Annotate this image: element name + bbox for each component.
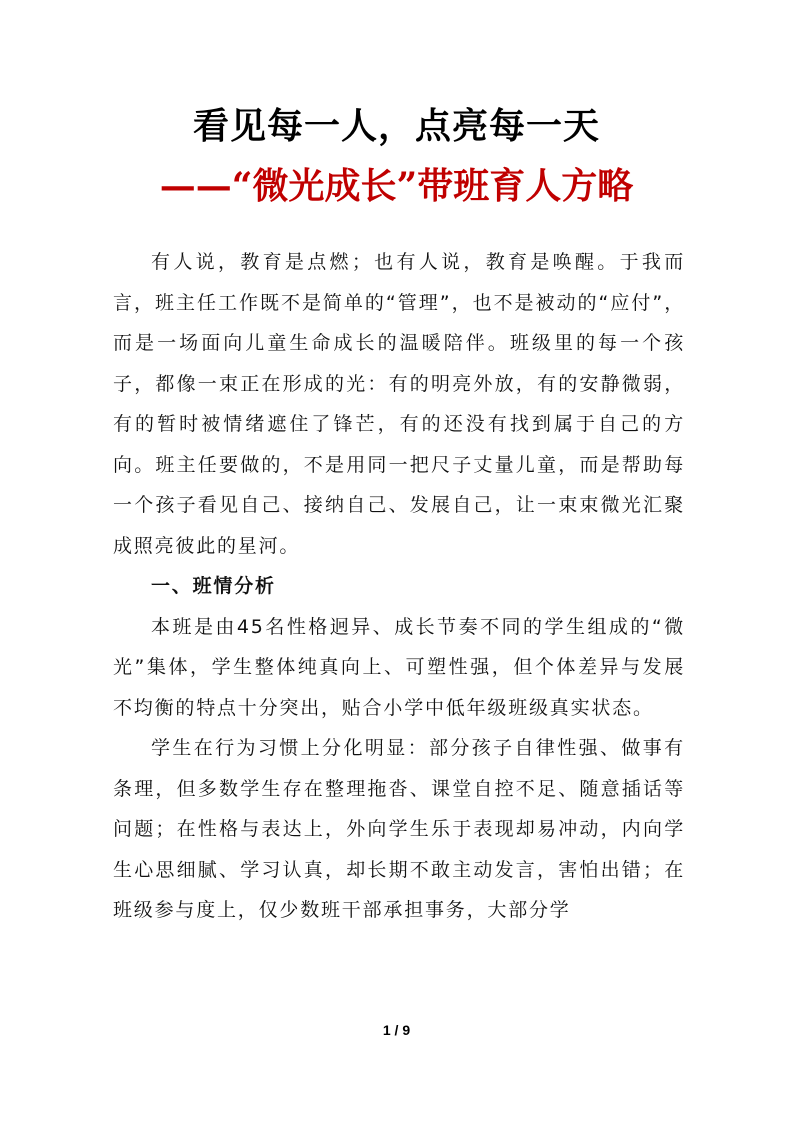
document-body	[113, 242, 685, 931]
intro-paragraph: 有人说，教育是点燃；也有人说，教育是唤醒。于我而言，班主任工作既不是简单的“管理”，也不是被动的“应付”，而是一场面向儿童生命成长的温暖陪伴。班级里的每一个孩子，都像一束正在形成的光：有的明亮外放，有的安静微弱，有的暂时被情绪遮住了锋芒，有的还没有找到属于自己的方向。班主任要做的，不是用同一把尺子丈量儿童，而是帮助每一个孩子看见自己、接纳自己、发展自己，让一束束微光汇聚成照亮彼此的星河。	[113, 251, 685, 557]
document-subtitle: ——“微光成长”带班育人方略	[159, 165, 634, 207]
document-title: 看见每一人，点亮每一天	[192, 105, 600, 147]
section-heading: 一、班情分析	[151, 575, 276, 597]
class-overview-paragraph: 本班是由45名性格迥异、成长节奏不同的学生组成的“微光”集体，学生整体纯真向上、可塑性强，但个体差异与发展不均衡的特点十分突出，贴合小学中低年级班级真实状态。	[113, 615, 685, 719]
student-analysis-paragraph: 学生在行为习惯上分化明显：部分孩子自律性强、做事有条理，但多数学生存在整理拖沓、课堂自控不足、随意插话等问题；在性格与表达上，外向学生乐于表现却易冲动，内向学生心思细腻、学习认真，却长期不敢主动发言，害怕出错；在班级参与度上，仅少数班干部承担事务，大部分学	[113, 737, 685, 921]
page-number: 1 / 9	[382, 1022, 411, 1038]
